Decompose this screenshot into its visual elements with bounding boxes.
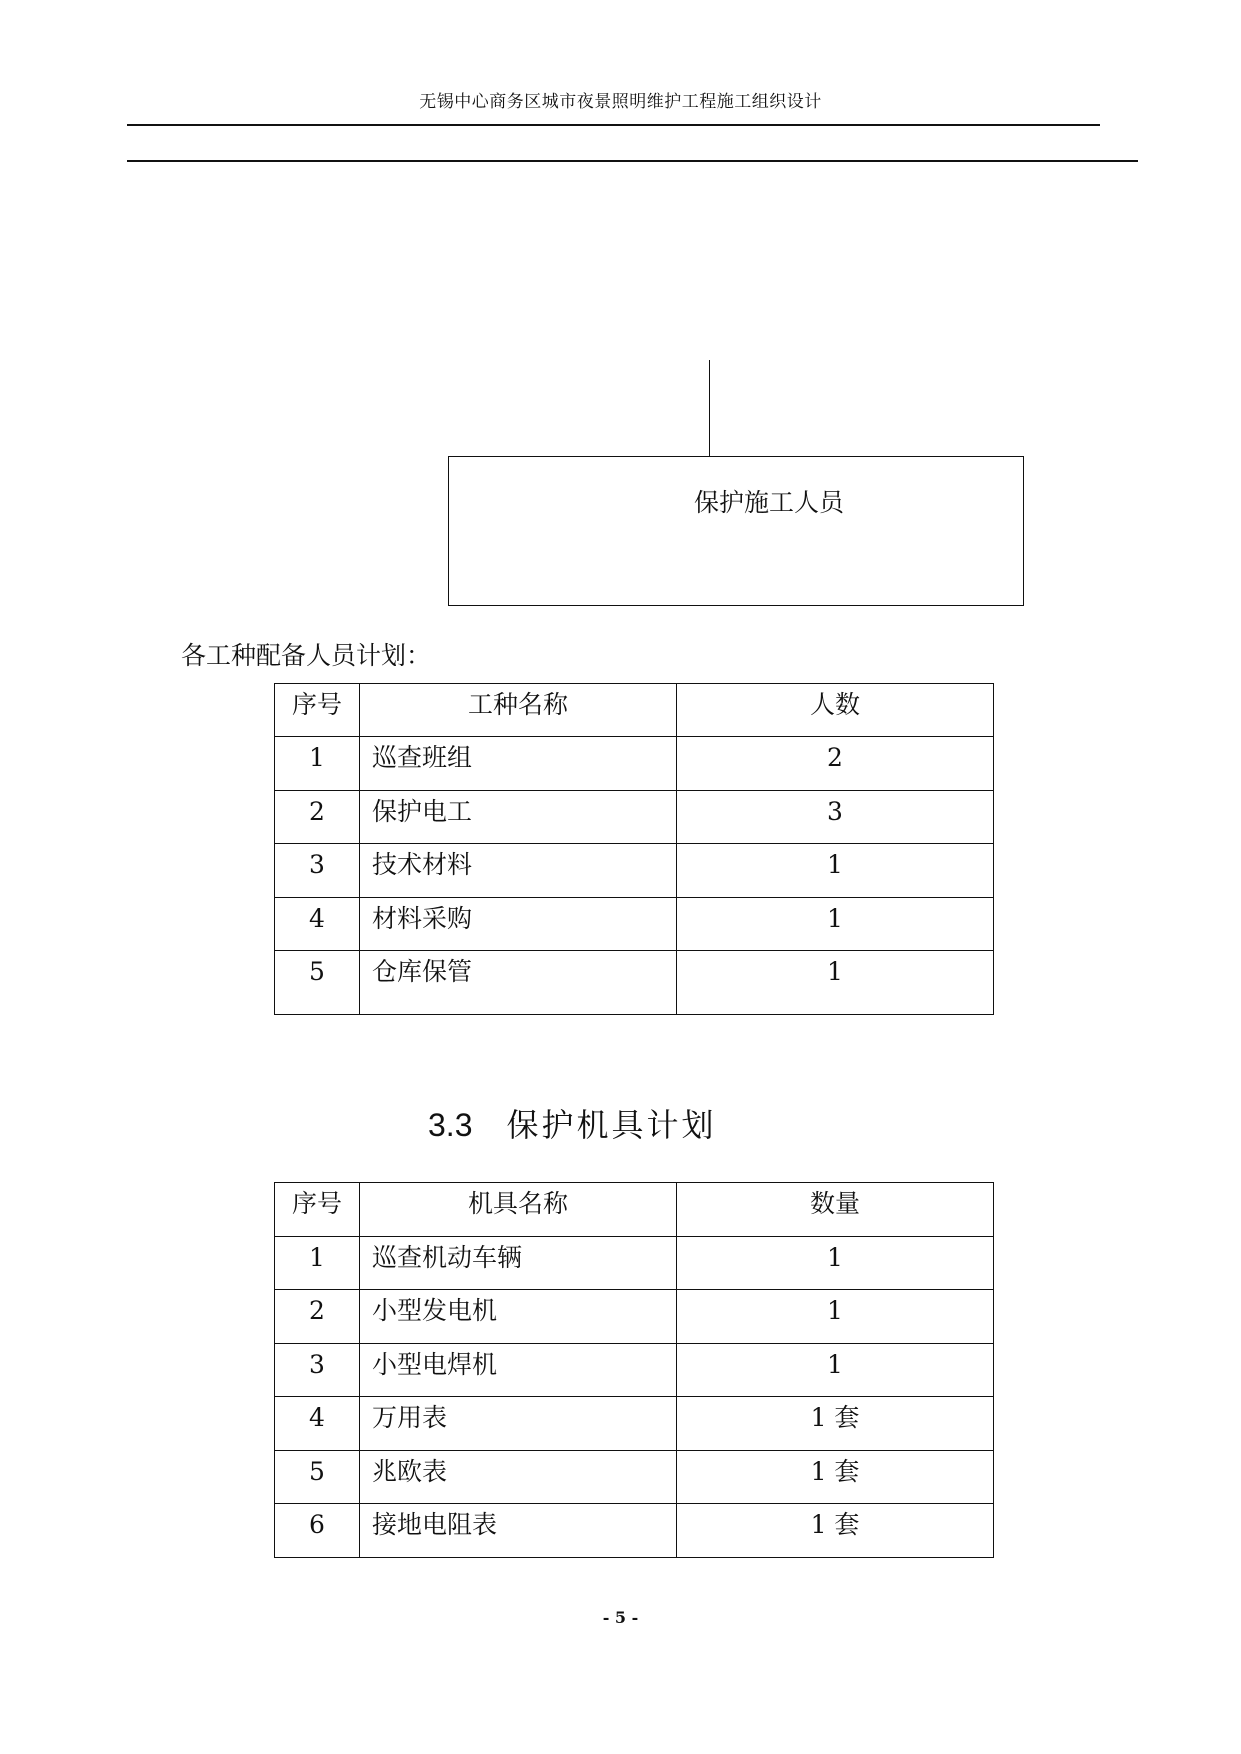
table-cell-name: 兆欧表	[360, 1451, 677, 1504]
table-header-cell: 数量	[677, 1183, 994, 1237]
org-chart-connector	[709, 360, 710, 456]
table-header-cell: 人数	[677, 684, 994, 737]
table-row	[275, 951, 994, 1015]
table-cell-name: 材料采购	[360, 898, 677, 951]
org-chart-box-label: 保护施工人员	[694, 488, 845, 517]
staff-plan-table	[274, 683, 994, 1015]
section-title: 保护机具计划	[506, 1106, 717, 1144]
table-row	[275, 1344, 994, 1397]
header-rule-top	[127, 124, 1100, 126]
equipment-plan-table	[274, 1182, 994, 1558]
table-cell-name: 小型电焊机	[360, 1344, 677, 1397]
table-cell-index: 6	[275, 1504, 360, 1558]
table-cell-quantity: 1	[677, 1237, 994, 1290]
page-header-title: 无锡中心商务区城市夜景照明维护工程施工组织设计	[419, 92, 822, 112]
page-number: - 5 -	[602, 1608, 639, 1627]
table-cell-index: 2	[275, 1290, 360, 1344]
table-cell-name: 技术材料	[360, 844, 677, 898]
table-header-row	[275, 684, 994, 737]
header-rule-bottom	[127, 160, 1138, 162]
table-cell-name: 巡查班组	[360, 737, 677, 791]
table-cell-name: 保护电工	[360, 791, 677, 844]
table-cell-count: 2	[677, 737, 994, 791]
table-cell-index: 3	[275, 1344, 360, 1397]
table-cell-count: 3	[677, 791, 994, 844]
table-row	[275, 898, 994, 951]
table-cell-name: 仓库保管	[360, 951, 677, 1015]
table-cell-quantity: 1 套	[677, 1451, 994, 1504]
table-cell-quantity: 1	[677, 1344, 994, 1397]
table-row	[275, 1504, 994, 1558]
table-row	[275, 1290, 994, 1344]
table-cell-quantity: 1 套	[677, 1397, 994, 1451]
table-cell-index: 5	[275, 1451, 360, 1504]
table-cell-name: 小型发电机	[360, 1290, 677, 1344]
table-row	[275, 1451, 994, 1504]
table-row	[275, 844, 994, 898]
table-header-cell: 序号	[275, 1183, 360, 1237]
table-row	[275, 1397, 994, 1451]
table-header-cell: 序号	[275, 684, 360, 737]
table-row	[275, 1237, 994, 1290]
table-header-cell: 工种名称	[360, 684, 677, 737]
table-cell-index: 1	[275, 737, 360, 791]
table-cell-index: 3	[275, 844, 360, 898]
org-chart-box	[448, 456, 1024, 606]
table-cell-index: 1	[275, 1237, 360, 1290]
table-cell-count: 1	[677, 898, 994, 951]
table-cell-name: 巡查机动车辆	[360, 1237, 677, 1290]
table-row	[275, 737, 994, 791]
table-cell-quantity: 1	[677, 1290, 994, 1344]
table-row	[275, 791, 994, 844]
table-cell-index: 4	[275, 1397, 360, 1451]
table-cell-count: 1	[677, 951, 994, 1015]
table-cell-index: 4	[275, 898, 360, 951]
table-cell-index: 2	[275, 791, 360, 844]
table-cell-index: 5	[275, 951, 360, 1015]
table-cell-count: 1	[677, 844, 994, 898]
staff-plan-caption: 各工种配备人员计划：	[181, 641, 432, 670]
section-number: 3.3	[428, 1107, 473, 1143]
table-header-row	[275, 1183, 994, 1237]
table-cell-name: 接地电阻表	[360, 1504, 677, 1558]
table-cell-quantity: 1 套	[677, 1504, 994, 1558]
table-cell-name: 万用表	[360, 1397, 677, 1451]
section-heading	[428, 1100, 717, 1146]
table-header-cell: 机具名称	[360, 1183, 677, 1237]
